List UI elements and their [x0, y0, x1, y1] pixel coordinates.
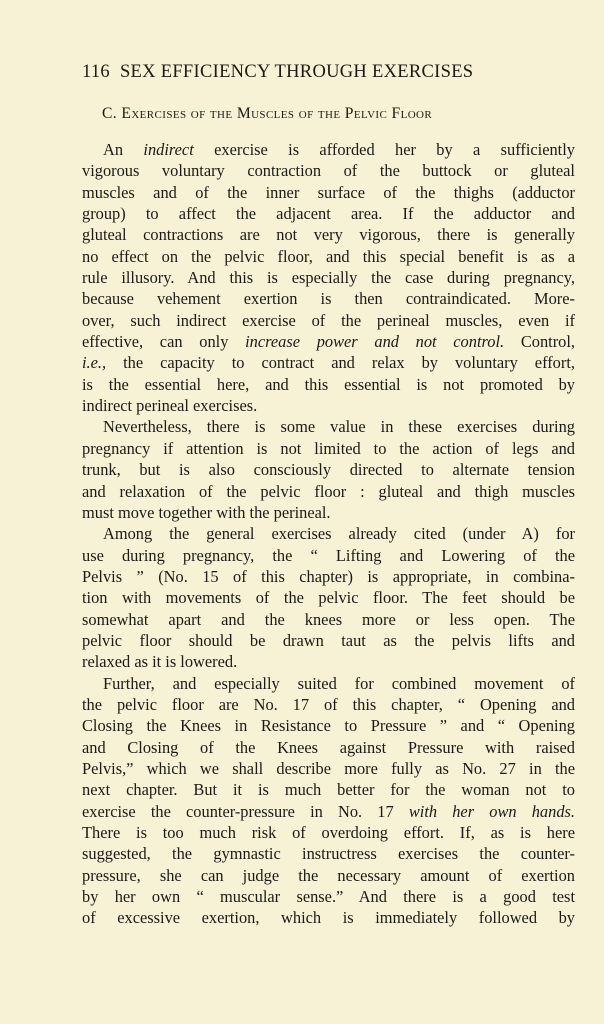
text-line	[82, 502, 575, 523]
text-run: next chapter. But it is much better for the woman not to	[82, 780, 575, 800]
text-line	[82, 416, 575, 437]
text-run: relaxed as it is lowered.	[82, 652, 238, 672]
text-run: trunk, but is also consciously directed to alternate tension	[82, 460, 575, 480]
text-line	[82, 822, 575, 843]
text-line	[82, 865, 575, 886]
text-run: over, such indirect exercise of the perineal muscles, even if	[82, 310, 575, 330]
running-head	[82, 62, 575, 92]
text-line	[82, 224, 575, 245]
text-line	[82, 715, 575, 736]
text-run: suggested, the gymnastic instructress exercises the counter-	[82, 844, 575, 864]
book-page	[82, 62, 575, 929]
text-line	[82, 182, 575, 203]
text-line	[82, 203, 575, 224]
text-line	[82, 843, 575, 864]
text-run: effective, can only	[82, 332, 246, 352]
text-line	[82, 779, 575, 800]
text-line	[82, 545, 575, 566]
text-line	[82, 310, 575, 331]
text-run: indirect perineal exercises.	[82, 396, 258, 416]
text-run: An	[103, 140, 144, 159]
text-run: tion with movements of the pelvic floor. The feet should be	[82, 588, 575, 608]
text-line	[82, 737, 575, 758]
running-title: SEX EFFICIENCY THROUGH EXERCISES	[119, 62, 474, 82]
text-line	[82, 395, 575, 416]
text-run: Further, and especially suited for combined movement of	[103, 673, 575, 693]
text-run: the capacity to contract and relax by voluntary effort,	[106, 353, 575, 373]
text-run: muscles and of the inner surface of the thighs (adductor	[82, 182, 575, 202]
text-run: and Closing of the Knees against Pressure with raised	[82, 737, 575, 757]
text-line	[82, 886, 575, 907]
text-line	[82, 459, 575, 480]
text-line	[82, 438, 575, 459]
text-run: vigorous voluntary contraction of the buttock or gluteal	[82, 161, 575, 181]
text-run: pregnancy if attention is not limited to the action of legs and	[82, 438, 575, 458]
italic-text-run: indirect	[143, 140, 194, 159]
text-line	[82, 801, 575, 822]
text-line	[82, 331, 575, 352]
page-number: 116	[82, 62, 110, 82]
text-line	[82, 673, 575, 694]
text-run: use during pregnancy, the “ Lifting and Lowering of the	[82, 545, 575, 565]
text-run: There is too much risk of overdoing effort. If, as is here	[82, 823, 575, 842]
text-line	[82, 288, 575, 309]
text-run: Closing the Knees in Resistance to Pressure ” and “ Opening	[82, 716, 575, 736]
text-run: Control,	[504, 332, 575, 352]
text-run: because vehement exertion is then contraindicated. More-	[82, 289, 575, 309]
text-line	[82, 694, 575, 715]
text-run: of excessive exertion, which is immediately followed by	[82, 908, 575, 928]
text-run: pressure, she can judge the necessary amount of exertion	[82, 865, 575, 885]
text-line	[82, 139, 575, 160]
italic-text-run: i.e.,	[82, 353, 107, 373]
section-heading: C. Exercises of the Muscles of the Pelvic Floor	[102, 105, 433, 122]
text-run: gluteal contractions are not very vigorous, there is generally	[82, 225, 575, 245]
text-line	[82, 523, 575, 544]
text-line	[82, 267, 575, 288]
text-run: Pelvis,” which we shall describe more fully as No. 27 in the	[82, 758, 575, 778]
paragraph	[82, 416, 575, 523]
text-line	[82, 630, 575, 651]
text-line	[82, 587, 575, 608]
text-run: exercise the counter-pressure in No. 17	[82, 801, 409, 821]
text-line	[82, 651, 575, 672]
text-run: Pelvis ” (No. 15 of this chapter) is appropriate, in combina-	[82, 566, 575, 586]
text-line	[82, 609, 575, 630]
text-run: is the essential here, and this essential is not promoted by	[82, 374, 575, 394]
text-line	[82, 566, 575, 587]
text-run: pelvic floor should be drawn taut as the pelvis lifts and	[82, 630, 575, 650]
text-run: Among the general exercises already cited (under A) for	[103, 524, 575, 544]
text-run: by her own “ muscular sense.” And there is a good test	[82, 887, 575, 907]
paragraph	[82, 673, 575, 929]
text-line	[82, 246, 575, 267]
italic-text-run: increase power and not control.	[245, 332, 505, 352]
text-run: the pelvic floor are No. 17 of this chapter, “ Opening and	[82, 694, 575, 714]
text-run: Nevertheless, there is some value in these exercises during	[103, 417, 575, 437]
text-line	[82, 907, 575, 928]
body-text	[82, 139, 575, 929]
text-run: somewhat apart and the knees more or less open. The	[82, 609, 575, 629]
text-line	[82, 160, 575, 181]
text-run: and relaxation of the pelvic floor : gluteal and thigh muscles	[82, 481, 575, 501]
paragraph	[82, 139, 575, 416]
text-line	[82, 352, 575, 373]
text-line	[82, 481, 575, 502]
text-run: no effect on the pelvic floor, and this special benefit is as a	[82, 246, 575, 266]
text-line	[82, 758, 575, 779]
text-run: rule illusory. And this is especially the case during pregnancy,	[82, 268, 575, 288]
text-run: must move together with the perineal.	[82, 502, 331, 522]
paragraph	[82, 523, 575, 672]
text-run: exercise is afforded her by a sufficiently	[193, 140, 575, 159]
italic-text-run: with her own hands.	[408, 801, 575, 821]
text-line	[82, 374, 575, 395]
text-run: group) to affect the adjacent area. If the adductor and	[82, 204, 575, 224]
